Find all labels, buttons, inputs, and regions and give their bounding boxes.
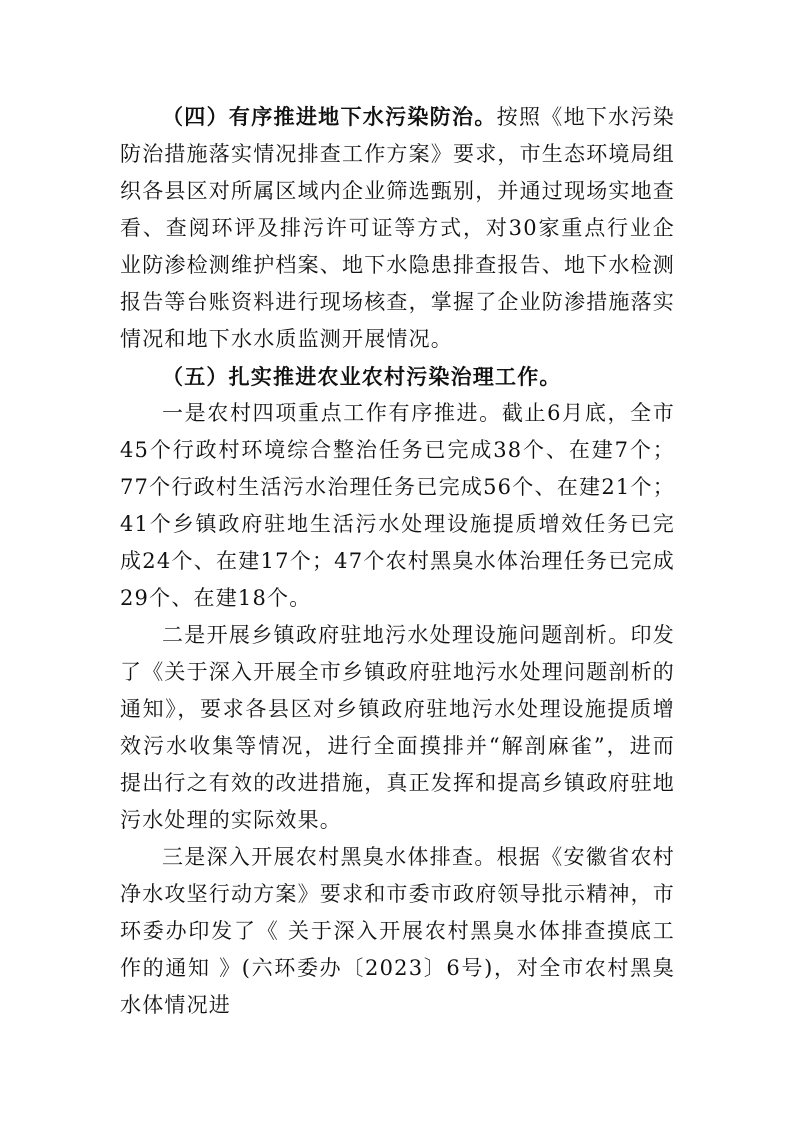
paragraph-township-sewage-analysis: 二是开展乡镇政府驻地污水处理设施问题剖析。印发了《关于深入开展全市乡镇政府驻地污水处理问题剖析的通知》，要求各县区对乡镇政府驻地污水处理设施提质增效污水收集等情况，进行全面摸排并“解剖麻雀”，进而提出行之有效的改进措施，真正发挥和提高乡镇政府驻地污水处理的实际效果。 — [120, 623, 675, 832]
section5-heading: （五）扎实推进农业农村污染治理工作。 — [162, 364, 562, 389]
section4-heading: （四）有序推进地下水污染防治。 — [162, 104, 497, 129]
section4-body: 按照《地下水污染防治措施落实情况排查工作方案》要求，市生态环境局组织各县区对所属区域内企业筛选甄别，并通过现场实地查看、查阅环评及排污许可证等方式，对30家重点行业企业防渗检测维护档案、地下水隐患排查报告、地下水检测报告等台账资料进行现场核查，掌握了企业防渗措施落实情况和地下水水质监测开展情况。 — [120, 105, 676, 351]
document-page — [120, 98, 675, 1024]
section4-paragraph — [120, 98, 675, 358]
paragraph-rural-key-tasks: 一是农村四项重点工作有序推进。截止6月底，全市45个行政村环境综合整治任务已完成38个、在建7个；77个行政村生活污水治理任务已完成56个、在建21个；41个乡镇政府驻地生活污水处理设施提质增效任务已完成24个、在建17个；47个农村黑臭水体治理任务已完成29个、在建18个。 — [120, 401, 675, 610]
paragraph-black-odorous-water-survey: 三是深入开展农村黑臭水体排查。根据《安徽省农村净水攻坚行动方案》要求和市委市政府领导批示精神，市环委办印发了《 关于深入开展农村黑臭水体排查摸底工作的通知 》(六环委办〔2023〕6号)，对全市农村黑臭水体情况进 — [120, 845, 675, 1017]
